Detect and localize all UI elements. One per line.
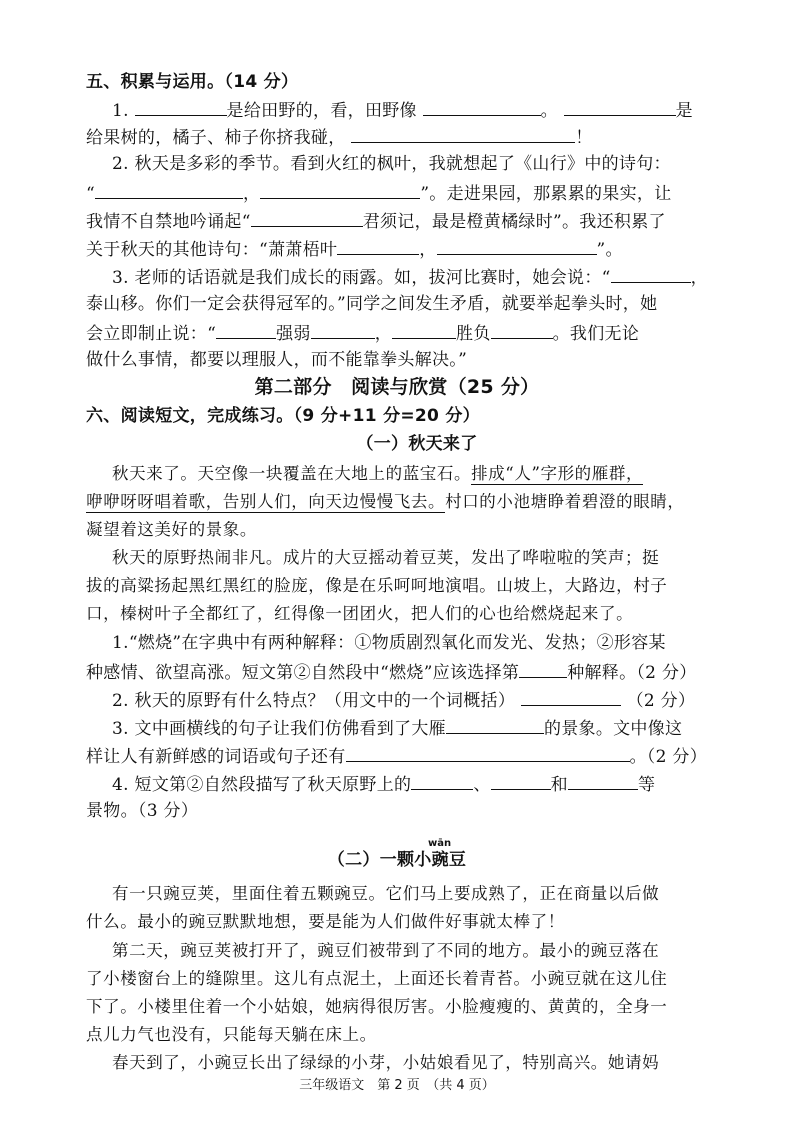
q3-line1: 3. 老师的话语就是我们成长的雨露。如，拔河比赛时，她会说：“ ， (112, 264, 708, 290)
question-line: 种感情、欲望高涨。短文第②自然段中“燃烧”应该选择第 种解释。（2 分） (86, 659, 697, 685)
passage-line: 下了。小楼里住着一个小姑娘，她病得很厉害。小脸瘦瘦的、黄黄的，全身一 (86, 997, 668, 1016)
q2-line3: 我情不自禁地吟诵起“ 君须记，最是橙黄橘绿时”。我还积累了 (86, 208, 666, 234)
passage-line: 咿咿呀呀唱着歌，告别人们，向天边慢慢飞去。村口的小池塘睁着碧澄的眼睛， (86, 492, 685, 511)
answer-blank[interactable] (491, 771, 551, 790)
question-line: 1.“燃烧”在字典中有两种解释：①物质剧烈氧化而发光、发热；②形容某 (112, 633, 666, 653)
answer-blank[interactable] (260, 180, 420, 199)
question-line: 4. 短文第②自然段描写了秋天原野上的 、 和 等 (112, 771, 655, 797)
answer-blank[interactable] (392, 320, 456, 339)
question-line: 3. 文中画横线的句子让我们仿佛看到了大雁 的景象。文中像这 (112, 715, 682, 741)
passage-title: （二）一颗小豌豆 (327, 850, 467, 870)
answer-blank[interactable] (311, 320, 375, 339)
passage-line: 口，榛树叶子全都红了，红得像一团团火，把人们的心也给燃烧起来了。 (86, 604, 634, 623)
answer-blank[interactable] (337, 236, 419, 255)
underlined-sentence: 咿咿呀呀唱着歌，告别人们，向天边慢慢飞去。 (86, 492, 446, 511)
answer-blank[interactable] (519, 659, 567, 678)
passage-line: 拔的高粱扬起黑红黑红的脸庞，像是在乐呵呵地演唱。山坡上，大路边，村子 (86, 576, 668, 595)
section-heading: 五、积累与运用。（14 分） (86, 72, 299, 92)
part-heading: 第二部分 阅读与欣赏（25 分） (254, 376, 540, 398)
page-footer: 三年级语文 第 2 页 （共 4 页） (299, 1078, 495, 1093)
section-heading: 六、阅读短文，完成练习。（9 分+11 分=20 分） (86, 406, 480, 426)
passage-line: 点儿力气也没有，只能每天躺在床上。 (86, 1025, 377, 1044)
q3-line3: 会立即制止说：“ 强弱 ， 胜负 。我们无论 (86, 320, 639, 346)
underlined-sentence: 排成“人”字形的雁群， (471, 464, 644, 483)
question-line: 景物。（3 分） (86, 801, 199, 821)
answer-blank[interactable] (521, 687, 621, 706)
q2-line1: 2. 秋天是多彩的季节。看到火红的枫叶，我就想起了《山行》中的诗句： (112, 154, 671, 174)
passage-line: 秋天的原野热闹非凡。成片的大豆摇动着豆荚，发出了哗啦啦的笑声；挺 (112, 548, 660, 567)
passage-line: 了小楼窗台上的缝隙里。这儿有点泥土，上面还长着青苔。小豌豆就在这儿住 (86, 969, 668, 988)
pinyin-annotation: wān (428, 838, 452, 849)
passage-title: （一）秋天来了 (356, 434, 478, 454)
answer-blank[interactable] (564, 97, 676, 116)
passage-line: 凝望着这美好的景象。 (86, 520, 257, 539)
answer-blank[interactable] (346, 743, 630, 762)
answer-blank[interactable] (437, 236, 597, 255)
question-line: 2. 秋天的原野有什么特点？（用文中的一个词概括） （2 分） (112, 687, 695, 713)
answer-blank[interactable] (216, 320, 276, 339)
answer-blank[interactable] (95, 180, 243, 199)
passage-line: 春天到了，小豌豆长出了绿绿的小芽，小姑娘看见了，特别高兴。她请妈 (112, 1053, 660, 1072)
answer-blank[interactable] (568, 771, 638, 790)
q1-line2: 给果树的，橘子、柿子你挤我碰， ！ (86, 124, 593, 150)
answer-blank[interactable] (611, 264, 691, 283)
answer-blank[interactable] (135, 97, 227, 116)
q2-line4: 关于秋天的其他诗句：“萧萧梧叶 ， ”。 (86, 236, 623, 262)
passage-line: 有一只豌豆荚，里面住着五颗豌豆。它们马上要成熟了，正在商量以后做 (112, 884, 660, 903)
q2-line2: “ ， ”。走进果园，那累累的果实，让 (86, 180, 672, 206)
answer-blank[interactable] (446, 715, 544, 734)
answer-blank[interactable] (423, 97, 541, 116)
answer-blank[interactable] (491, 320, 553, 339)
answer-blank[interactable] (351, 124, 575, 143)
question-line: 样让人有新鲜感的词语或句子还有 。（2 分） (86, 743, 707, 769)
q3-line2: 泰山移。你们一定会获得冠军的。”同学之间发生矛盾，就要举起拳头时，她 (86, 294, 658, 314)
q1-line1: 1. 是给田野的，看，田野像 。 是 (112, 97, 693, 123)
q3-line4: 做什么事情，都要以理服人，而不能靠拳头解决。” (86, 350, 468, 370)
passage-line: 秋天来了。天空像一块覆盖在大地上的蓝宝石。排成“人”字形的雁群， (112, 464, 644, 483)
answer-blank[interactable] (251, 208, 363, 227)
answer-blank[interactable] (411, 771, 473, 790)
passage-line: 第二天，豌豆荚被打开了，豌豆们被带到了不同的地方。最小的豌豆落在 (112, 941, 660, 960)
passage-line: 什么。最小的豌豆默默地想，要是能为人们做件好事就太棒了！ (86, 912, 565, 931)
